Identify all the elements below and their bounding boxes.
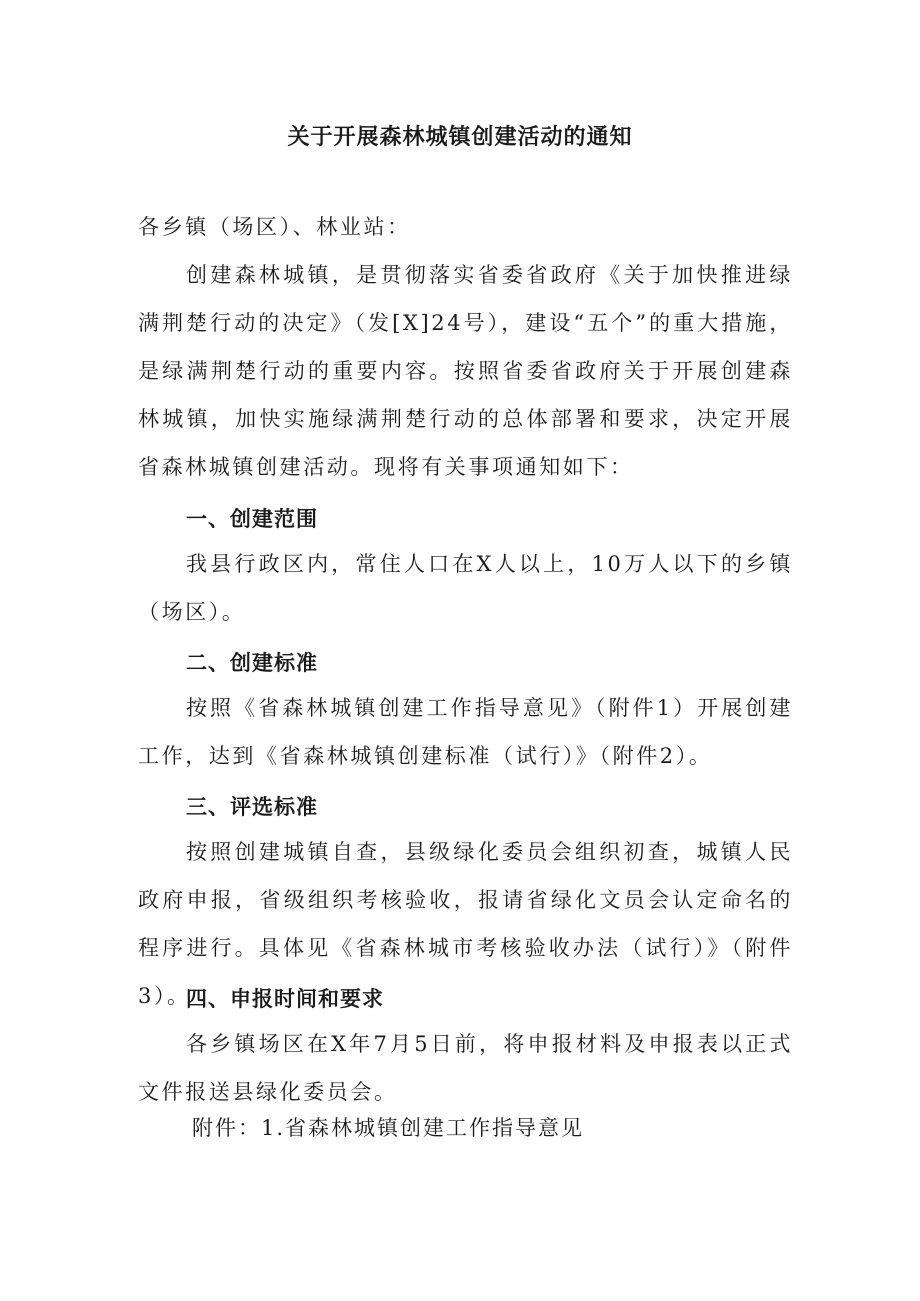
section-heading-scope: 一、创建范围 [186,507,318,531]
section-heading-standard: 二、创建标准 [186,651,318,675]
intro-paragraph: 创建森林城镇，是贯彻落实省委省政府《关于加快推进绿满荆楚行动的决定》（发[X]24号），建设“五个”的重大措施，是绿满荆楚行动的重要内容。按照省委省政府关于开展创建森林城镇，加快实施绿满荆楚行动的总体部署和要求，决定开展省森林城镇创建活动。现将有关事项通知如下： [138,263,793,479]
section-text-evaluation: 按照创建城镇自查，县级绿化委员会组织初查，城镇人民政府申报，省级组织考核验收，报请省绿化文员会认定命名的程序进行。具体见《省森林城市考核验收办法（试行）》（附件3）。 [138,840,793,1008]
section-heading-deadline: 四、申报时间和要求 [186,987,384,1011]
attachment-line: 附件：1.省森林城镇创建工作指导意见 [192,1116,585,1140]
section-text-deadline: 各乡镇场区在X年7月5日前，将申报材料及申报表以正式文件报送县绿化委员会。 [138,1032,793,1104]
section-text-standard: 按照《省森林城镇创建工作指导意见》（附件1）开展创建工作，达到《省森林城镇创建标准（试行）》（附件2）。 [138,696,793,768]
section-heading-evaluation: 三、评选标准 [186,795,318,819]
document-title: 关于开展森林城镇创建活动的通知 [287,125,633,150]
section-text-scope: 我县行政区内，常住人口在X人以上，10万人以下的乡镇（场区）。 [138,552,793,624]
salutation: 各乡镇（场区）、林业站： [138,215,411,239]
